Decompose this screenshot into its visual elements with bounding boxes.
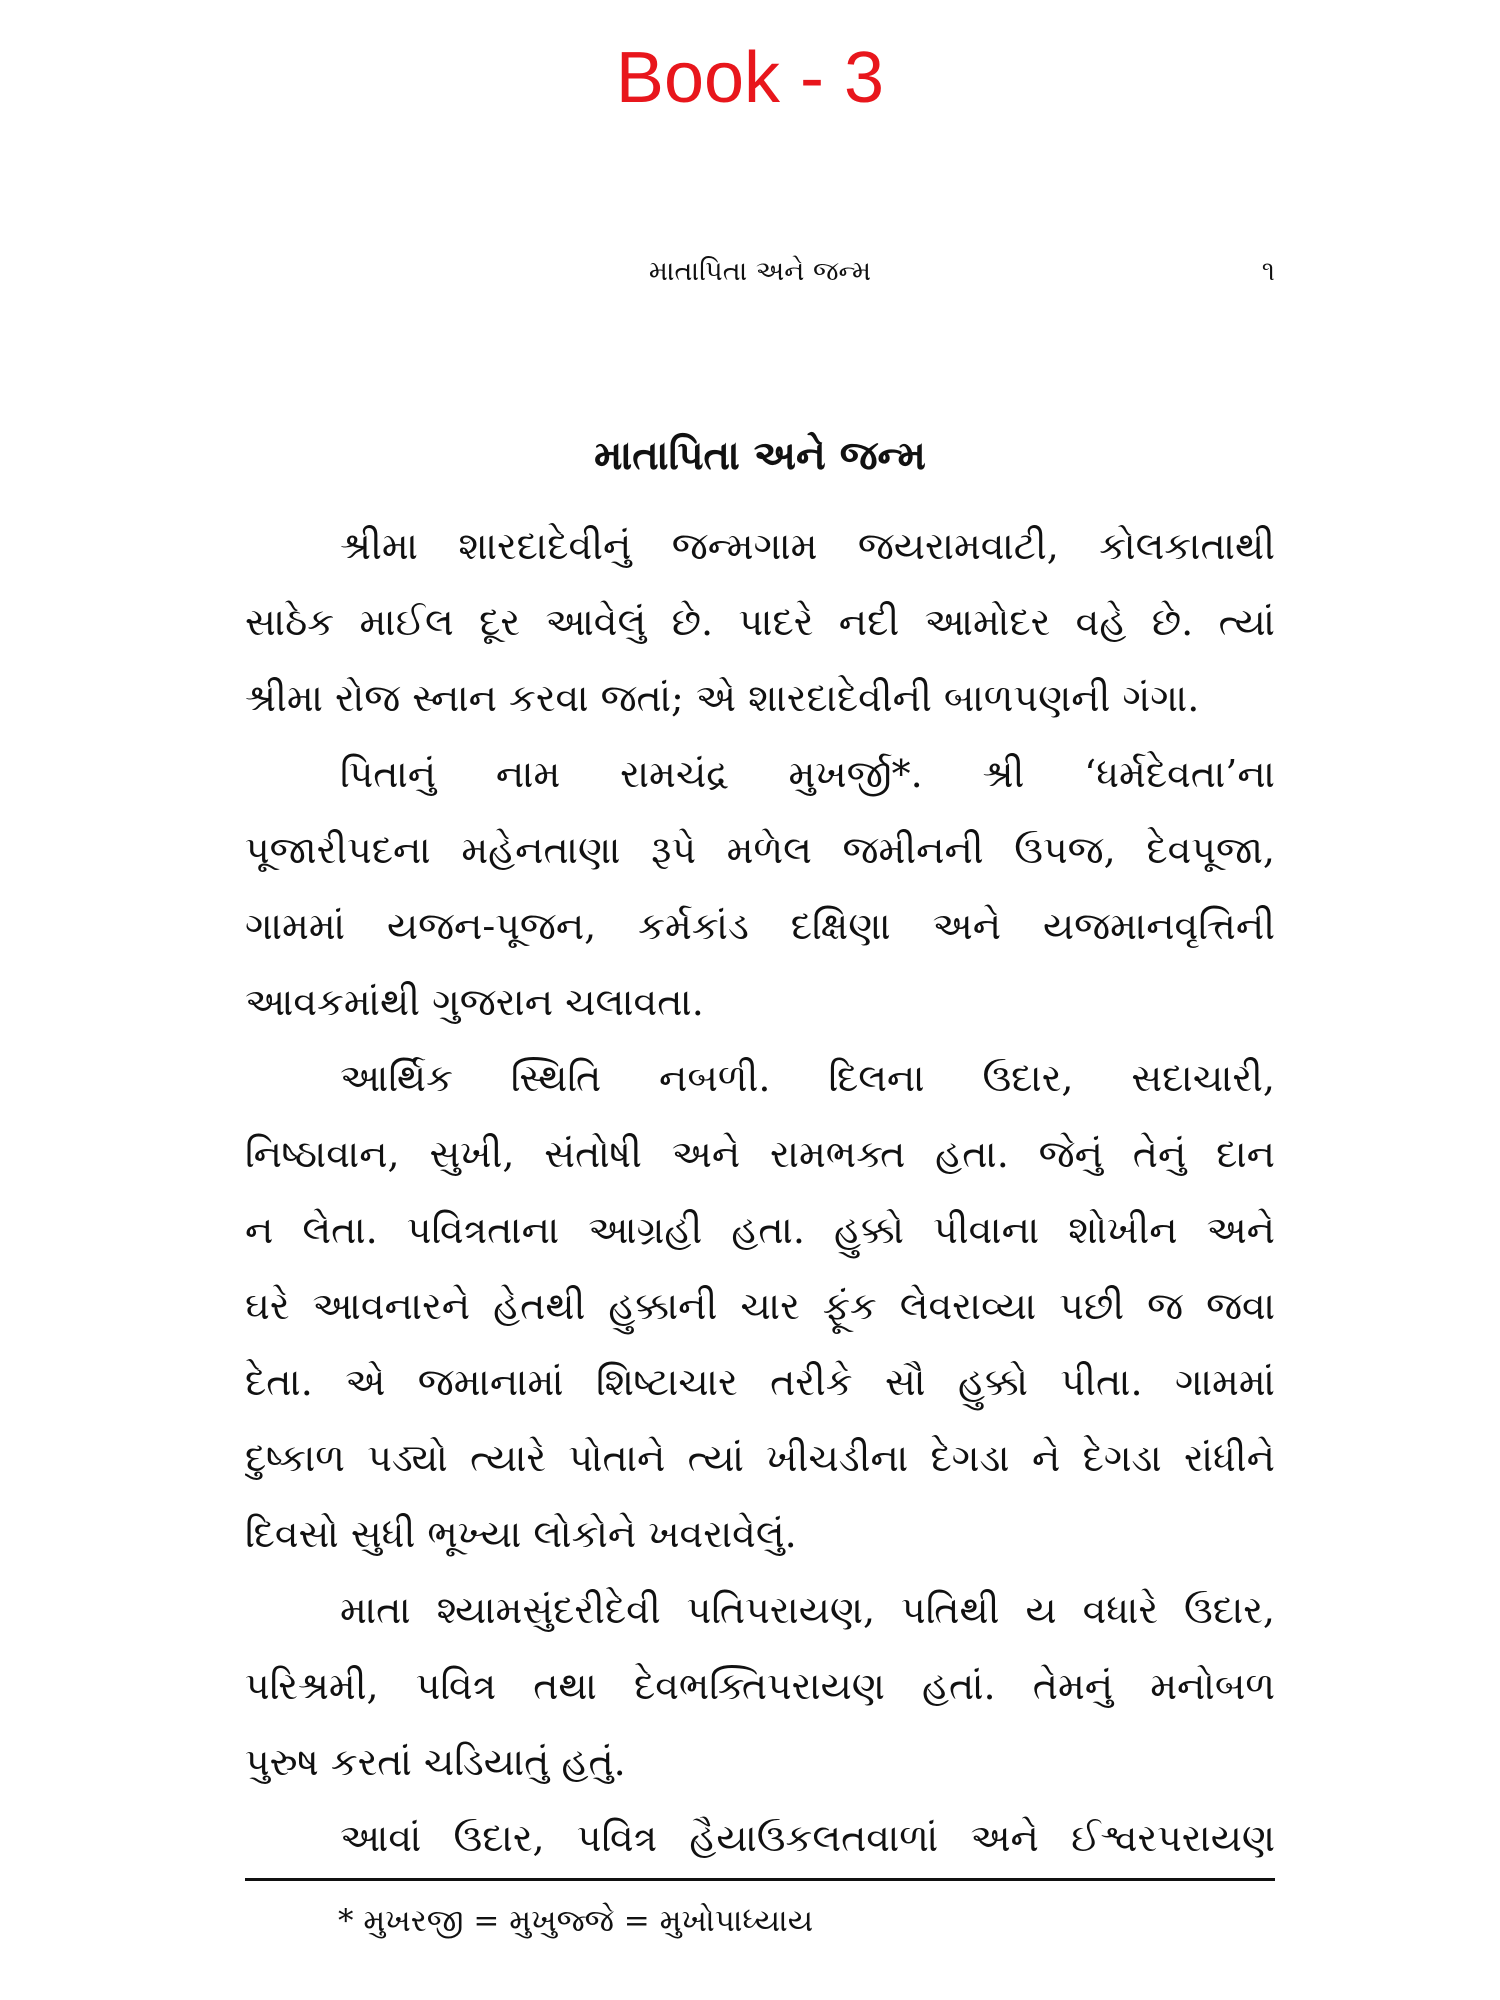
running-header — [245, 252, 1275, 292]
book-label: Book - 3 — [615, 38, 885, 118]
text-line: શ્રીમા રોજ સ્નાન કરવા જતાં; એ શારદાદેવીની બાળપણની ગંગા. — [245, 676, 1200, 720]
footnote-divider — [245, 1878, 1275, 1881]
text-line: આર્થિક સ્થિતિ નબળી. દિલના ઉદાર, સદાચારી, — [340, 1056, 1275, 1100]
text-line: સાઠેક માઈલ દૂર આવેલું છે. પાદરે નદી આમોદર વહે છે. ત્યાં — [245, 600, 1275, 644]
chapter-title: માતાપિતા અને જન્મ — [594, 433, 926, 479]
text-line: ગામમાં યજન-પૂજન, કર્મકાંડ દક્ષિણા અને યજમાનવૃત્તિની — [245, 904, 1275, 948]
page-number: ૧ — [1261, 256, 1275, 287]
text-line: દિવસો સુધી ભૂખ્યા લોકોને ખવરાવેલું. — [245, 1512, 797, 1556]
text-line: ન લેતા. પવિત્રતાના આગ્રહી હતા. હુક્કો પીવાના શોખીન અને — [245, 1208, 1275, 1252]
footnote: * મુખરજી = મુખુજ્જે = મુખોપાધ્યાય — [338, 1903, 814, 1939]
text-line: નિષ્ઠાવાન, સુખી, સંતોષી અને રામભક્ત હતા. જેનું તેનું દાન — [245, 1132, 1275, 1176]
text-line: આવાં ઉદાર, પવિત્ર હૈયાઉકલતવાળાં અને ઈશ્વરપરાયણ — [340, 1816, 1275, 1860]
text-line: પરિશ્રમી, પવિત્ર તથા દેવભક્તિપરાયણ હતાં. તેમનું મનોબળ — [245, 1664, 1275, 1708]
text-line: પિતાનું નામ રામચંદ્ર મુખર્જી*. શ્રી ‘ધર્મદેવતા’ના — [340, 752, 1275, 796]
text-line: આવકમાંથી ગુજરાન ચલાવતા. — [245, 980, 704, 1024]
text-line: ઘરે આવનારને હેતથી હુક્કાની ચાર ફૂંક લેવરાવ્યા પછી જ જવા — [245, 1284, 1275, 1328]
text-line: શ્રીમા શારદાદેવીનું જન્મગામ જયરામવાટી, કોલકાતાથી — [340, 524, 1275, 568]
text-line: માતા શ્યામસુંદરીદેવી પતિપરાયણ, પતિથી ય વધારે ઉદાર, — [340, 1588, 1275, 1632]
text-line: પુરુષ કરતાં ચડિયાતું હતું. — [245, 1740, 626, 1784]
body-text — [245, 508, 1275, 1876]
text-line: દુષ્કાળ પડ્યો ત્યારે પોતાને ત્યાં ખીચડીના દેગડા ને દેગડા રાંધીને — [245, 1436, 1275, 1480]
running-title: માતાપિતા અને જન્મ — [648, 256, 872, 287]
text-line: દેતા. એ જમાનામાં શિષ્ટાચાર તરીકે સૌ હુક્કો પીતા. ગામમાં — [245, 1360, 1275, 1404]
text-line: પૂજારીપદના મહેનતાણા રૂપે મળેલ જમીનની ઉપજ, દેવપૂજા, — [245, 828, 1275, 872]
